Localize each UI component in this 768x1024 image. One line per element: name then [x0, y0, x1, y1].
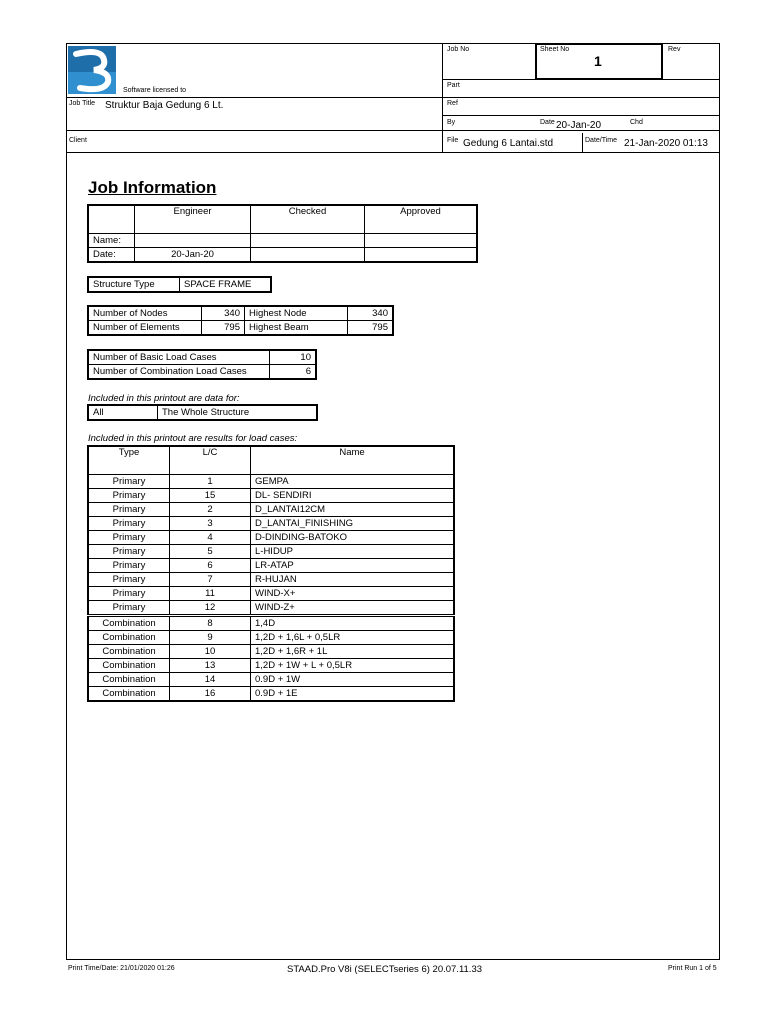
- type-cell: Combination: [88, 658, 170, 672]
- lc-cell: 10: [170, 644, 251, 658]
- name-cell: 1,2D + 1,6L + 0,5LR: [251, 630, 455, 644]
- print-run: Print Run 1 of 5: [668, 965, 717, 972]
- table-row: [88, 474, 454, 488]
- table-cell: All: [88, 405, 158, 420]
- table-row: [88, 558, 454, 572]
- file-value: Gedung 6 Lantai.std: [463, 138, 554, 149]
- software-licensed-text: Software licensed to: [123, 87, 187, 94]
- job-no-label: Job No: [447, 46, 470, 53]
- included-data-table: [87, 404, 318, 421]
- table-cell: [88, 205, 135, 233]
- lc-cell: 1: [170, 474, 251, 488]
- date-value: 20-Jan-20: [556, 120, 602, 131]
- lc-cell: 7: [170, 572, 251, 586]
- table-cell: The Whole Structure: [158, 405, 318, 420]
- type-cell: Primary: [88, 558, 170, 572]
- name-cell: 1,2D + 1,6R + 1L: [251, 644, 455, 658]
- type-cell: Combination: [88, 615, 170, 630]
- table-row: [88, 644, 454, 658]
- name-cell: 1,2D + 1W + L + 0,5LR: [251, 658, 455, 672]
- type-cell: Primary: [88, 516, 170, 530]
- job-title-value: Struktur Baja Gedung 6 Lt.: [105, 100, 224, 111]
- header-divider: [66, 152, 720, 153]
- table-row: [88, 586, 454, 600]
- table-row: [88, 516, 454, 530]
- table-cell: SPACE FRAME: [180, 277, 272, 292]
- lc-cell: 9: [170, 630, 251, 644]
- sheet-no-value: 1: [594, 53, 602, 69]
- part-label: Part: [447, 82, 460, 89]
- table-cell: [251, 233, 365, 247]
- row-label: Date:: [88, 247, 135, 262]
- table-row: [88, 686, 454, 701]
- table-row: [88, 488, 454, 502]
- type-cell: Combination: [88, 630, 170, 644]
- table-cell: [135, 233, 251, 247]
- lc-cell: 8: [170, 615, 251, 630]
- type-cell: Combination: [88, 672, 170, 686]
- client-label: Client: [69, 137, 87, 144]
- name-cell: 0.9D + 1W: [251, 672, 455, 686]
- column-header: Name: [251, 446, 455, 474]
- by-label: By: [447, 119, 456, 126]
- lc-cell: 2: [170, 502, 251, 516]
- datetime-value: 21-Jan-2020 01:13: [624, 138, 708, 149]
- table-cell: 340: [202, 306, 245, 321]
- table-cell: [365, 233, 478, 247]
- type-cell: Primary: [88, 530, 170, 544]
- lc-cell: 4: [170, 530, 251, 544]
- lc-cell: 15: [170, 488, 251, 502]
- job-title-label: Job Title: [69, 100, 96, 107]
- table-cell: 340: [348, 306, 394, 321]
- column-header: Type: [88, 446, 170, 474]
- name-cell: D_LANTAI12CM: [251, 502, 455, 516]
- column-header: Approved: [365, 205, 478, 233]
- lc-cell: 13: [170, 658, 251, 672]
- name-cell: L-HIDUP: [251, 544, 455, 558]
- lc-cell: 5: [170, 544, 251, 558]
- print-time: Print Time/Date: 21/01/2020 01:26: [68, 965, 175, 972]
- ref-label: Ref: [447, 100, 458, 107]
- signoff-table: [87, 204, 478, 263]
- structure-type-table: [87, 276, 272, 293]
- loadcase-counts-table: [87, 349, 317, 380]
- software-version: STAAD.Pro V8i (SELECTseries 6) 20.07.11.33: [287, 964, 483, 975]
- rev-label: Rev: [668, 46, 681, 53]
- included-data-caption: Included in this printout are data for:: [88, 393, 240, 404]
- row-label: Number of Nodes: [88, 306, 202, 321]
- row-label: Number of Elements: [88, 321, 202, 336]
- table-cell: 6: [270, 365, 317, 380]
- type-cell: Primary: [88, 474, 170, 488]
- table-row: [88, 615, 454, 630]
- table-cell: [365, 247, 478, 262]
- column-header: Engineer: [135, 205, 251, 233]
- table-row: [88, 544, 454, 558]
- type-cell: Combination: [88, 686, 170, 701]
- company-logo: [68, 46, 116, 94]
- name-cell: 0.9D + 1E: [251, 686, 455, 701]
- name-cell: D-DINDING-BATOKO: [251, 530, 455, 544]
- counts-table: [87, 305, 394, 336]
- lc-cell: 6: [170, 558, 251, 572]
- lc-cell: 16: [170, 686, 251, 701]
- header-divider: [582, 133, 583, 153]
- table-row: [88, 502, 454, 516]
- header-divider: [66, 130, 720, 131]
- header-divider: [442, 115, 720, 116]
- file-label: File: [447, 137, 459, 144]
- type-cell: Combination: [88, 644, 170, 658]
- row-label: Structure Type: [88, 277, 180, 292]
- row-label: Highest Node: [245, 306, 348, 321]
- type-cell: Primary: [88, 502, 170, 516]
- table-row: [88, 658, 454, 672]
- sheet-no-label: Sheet No: [540, 46, 570, 53]
- name-cell: R-HUJAN: [251, 572, 455, 586]
- table-row: [88, 530, 454, 544]
- lc-cell: 14: [170, 672, 251, 686]
- type-cell: Primary: [88, 586, 170, 600]
- table-row: [88, 572, 454, 586]
- column-header: Checked: [251, 205, 365, 233]
- lc-cell: 11: [170, 586, 251, 600]
- name-cell: 1,4D: [251, 615, 455, 630]
- type-cell: Primary: [88, 600, 170, 615]
- results-caption: Included in this printout are results for load cases:: [88, 433, 298, 444]
- chd-label: Chd: [630, 119, 643, 126]
- row-label: Number of Combination Load Cases: [88, 365, 270, 380]
- lc-cell: 12: [170, 600, 251, 615]
- header-divider: [442, 43, 443, 153]
- name-cell: WIND-X+: [251, 586, 455, 600]
- row-label: Name:: [88, 233, 135, 247]
- table-cell: 795: [348, 321, 394, 336]
- type-cell: Primary: [88, 488, 170, 502]
- name-cell: D_LANTAI_FINISHING: [251, 516, 455, 530]
- date-label: Date: [540, 119, 555, 126]
- table-cell: [251, 247, 365, 262]
- datetime-label: Date/Time: [585, 137, 618, 144]
- table-row: [88, 672, 454, 686]
- type-cell: Primary: [88, 544, 170, 558]
- row-label: Highest Beam: [245, 321, 348, 336]
- header-divider: [66, 97, 720, 98]
- table-cell: 10: [270, 350, 317, 365]
- name-cell: WIND-Z+: [251, 600, 455, 615]
- name-cell: GEMPA: [251, 474, 455, 488]
- table-row: [88, 630, 454, 644]
- table-cell: 795: [202, 321, 245, 336]
- table-cell: 20-Jan-20: [135, 247, 251, 262]
- page-title: Job Information: [88, 178, 217, 197]
- results-table: [87, 445, 455, 702]
- name-cell: DL- SENDIRI: [251, 488, 455, 502]
- table-row: [88, 600, 454, 615]
- lc-cell: 3: [170, 516, 251, 530]
- row-label: Number of Basic Load Cases: [88, 350, 270, 365]
- column-header: L/C: [170, 446, 251, 474]
- type-cell: Primary: [88, 572, 170, 586]
- name-cell: LR-ATAP: [251, 558, 455, 572]
